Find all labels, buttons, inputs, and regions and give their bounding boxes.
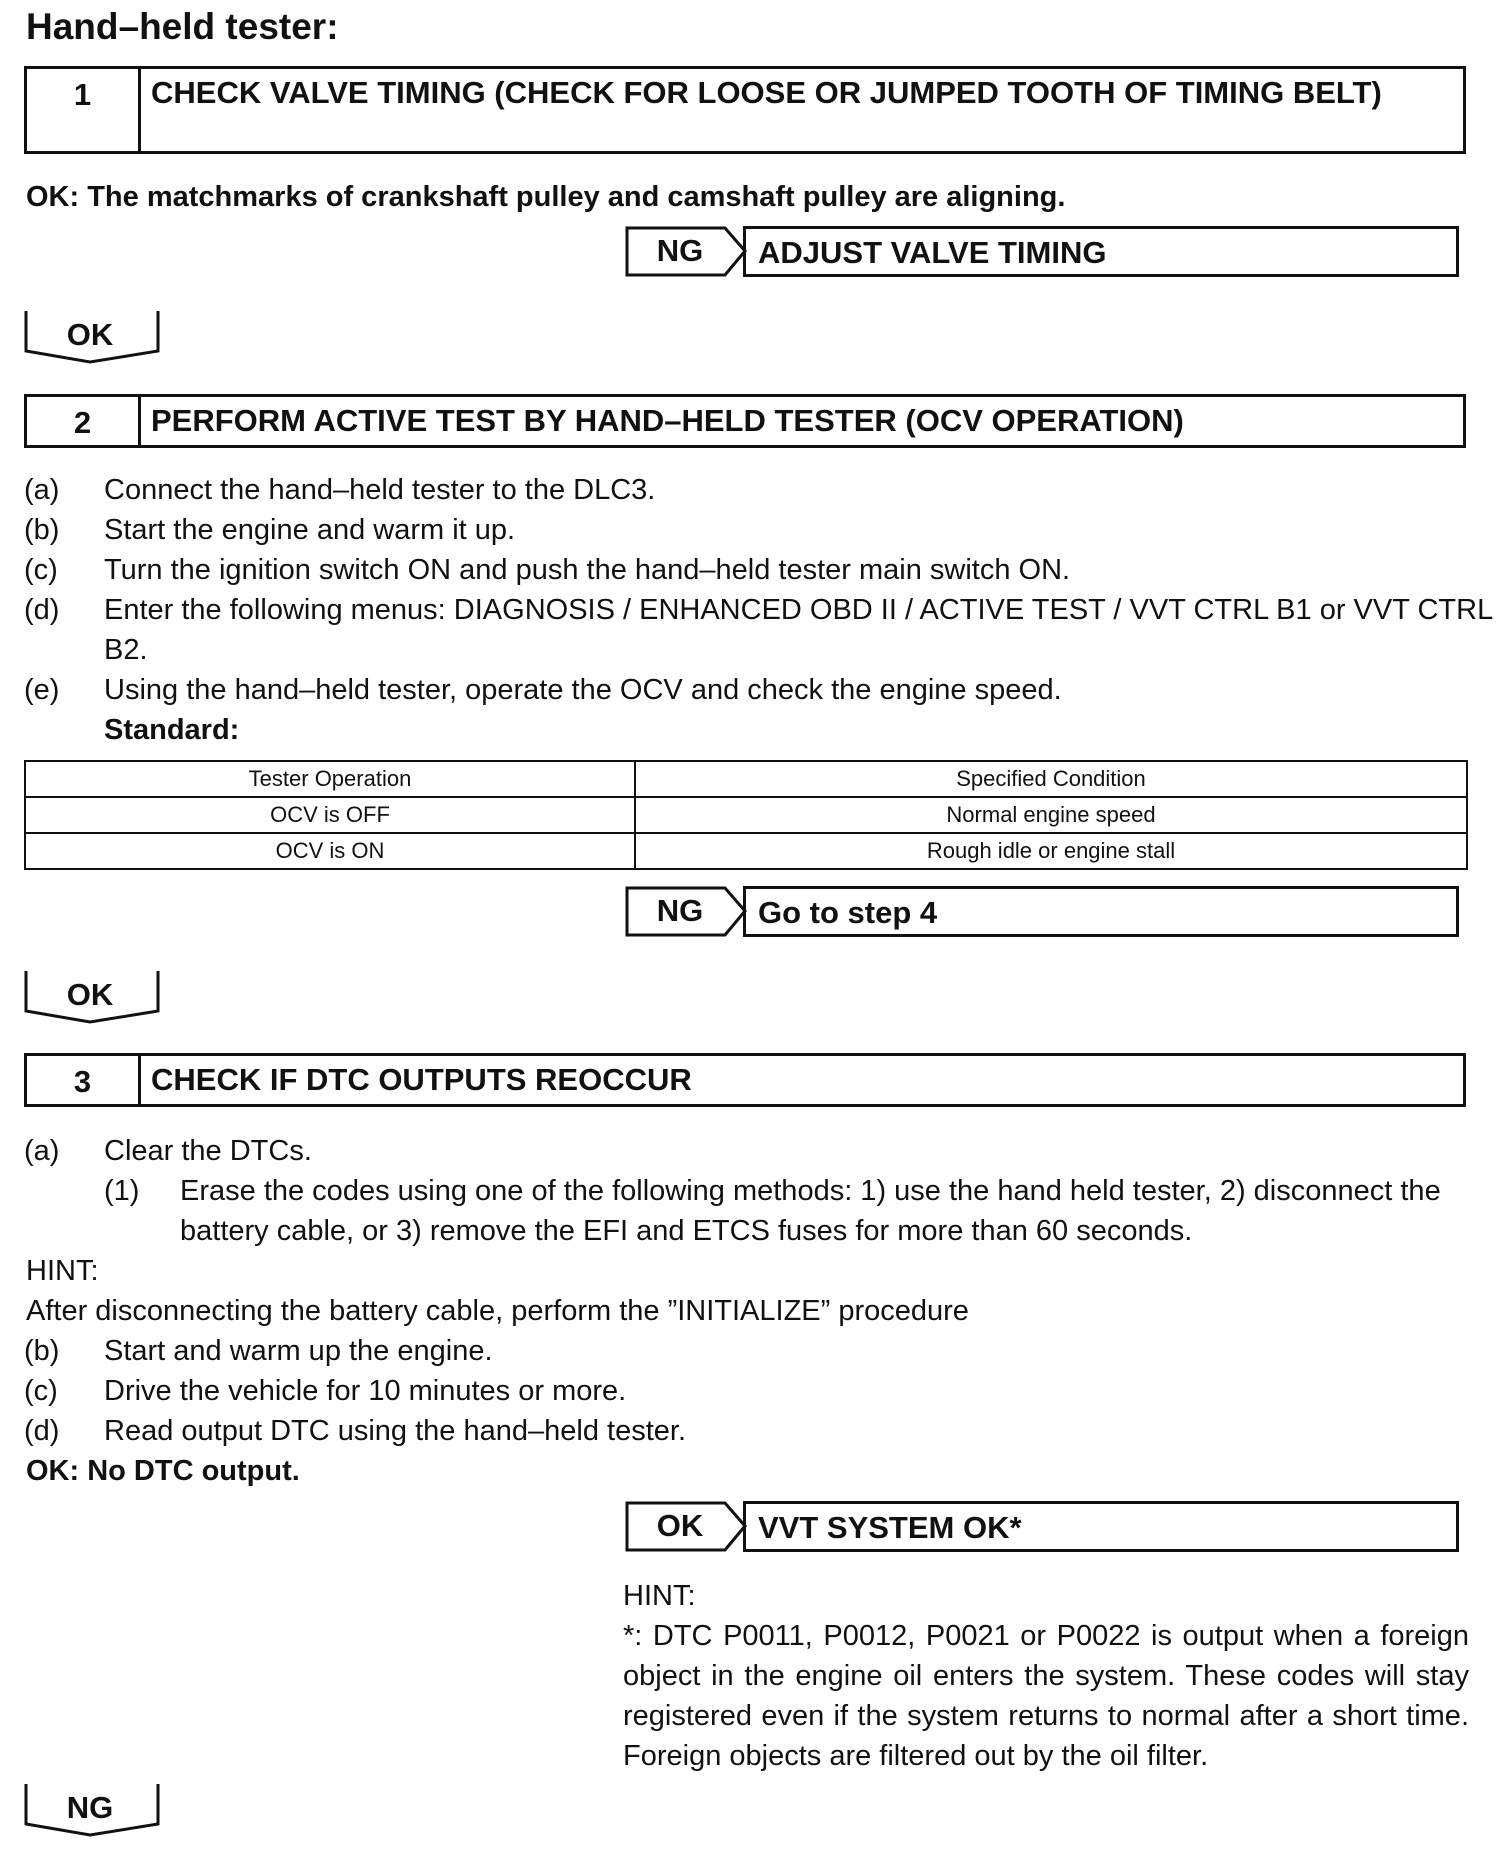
list-item: (b) Start the engine and warm it up. — [24, 514, 516, 546]
ng-action: Go to step 4 — [743, 886, 1459, 937]
spec-table — [24, 760, 1468, 870]
step-number: 3 — [27, 1056, 141, 1104]
step-number: 1 — [27, 69, 141, 151]
ng-tag: NG — [625, 226, 745, 277]
table-cell: Normal engine speed — [635, 797, 1467, 833]
hint-text: After disconnecting the battery cable, perform the ”INITIALIZE” procedure — [26, 1295, 969, 1327]
table-header: Specified Condition — [635, 761, 1467, 797]
table-cell: OCV is OFF — [25, 797, 635, 833]
step-3-header — [24, 1053, 1466, 1107]
ng-result — [625, 886, 1459, 937]
table-cell: OCV is ON — [25, 833, 635, 869]
step-number: 2 — [27, 397, 141, 445]
ok-criteria: OK: The matchmarks of crankshaft pulley and camshaft pulley are aligning. — [26, 181, 1066, 213]
table-header: Tester Operation — [25, 761, 635, 797]
table-row — [25, 797, 1467, 833]
step-title: CHECK VALVE TIMING (CHECK FOR LOOSE OR JUMPED TOOTH OF TIMING BELT) — [151, 75, 1382, 110]
list-item: (c) Turn the ignition switch ON and push the hand–held tester main switch ON. — [24, 554, 1071, 586]
ng-tag: NG — [625, 886, 745, 937]
result-hint-text: *: DTC P0011, P0012, P0021 or P0022 is output when a foreign object in the engine oil enters the system. These codes will stay registered even if the system returns to normal after a short time. Foreign objects are filtered out by the oil filter. — [623, 1620, 1469, 1772]
list-item: (a) Clear the DTCs. — [24, 1135, 312, 1167]
standard-label: Standard: — [104, 714, 240, 746]
list-item: (c) Drive the vehicle for 10 minutes or more. — [24, 1375, 627, 1407]
list-item: (a) Connect the hand–held tester to the DLC3. — [24, 474, 656, 506]
table-row — [25, 833, 1467, 869]
step-title: PERFORM ACTIVE TEST BY HAND–HELD TESTER (OCV OPERATION) — [151, 403, 1184, 438]
step-2-header — [24, 394, 1466, 448]
ok-result — [625, 1501, 1459, 1552]
list-item: (d) Enter the following menus: DIAGNOSIS / ENHANCED OBD II / ACTIVE TEST / VVT CTRL B1 or VVT CTRL B2. — [24, 594, 1493, 666]
ok-criteria: OK: No DTC output. — [26, 1455, 300, 1487]
ok-action: VVT SYSTEM OK* — [743, 1501, 1459, 1552]
ok-flow-tag: OK — [24, 309, 162, 365]
step-1-header — [24, 66, 1466, 154]
page-title: Hand–held tester: — [26, 6, 339, 47]
list-item: (e) Using the hand–held tester, operate the OCV and check the engine speed. — [24, 674, 1062, 706]
ok-tag: OK — [625, 1501, 745, 1552]
ng-action: ADJUST VALVE TIMING — [743, 226, 1459, 277]
list-item: (b) Start and warm up the engine. — [24, 1335, 493, 1367]
table-header-row — [25, 761, 1467, 797]
ng-flow-tag: NG — [24, 1782, 162, 1838]
table-cell: Rough idle or engine stall — [635, 833, 1467, 869]
result-hint-label: HINT: — [623, 1580, 696, 1612]
step-title: CHECK IF DTC OUTPUTS REOCCUR — [151, 1062, 692, 1097]
hint-label: HINT: — [26, 1255, 99, 1287]
list-item: (d) Read output DTC using the hand–held tester. — [24, 1415, 686, 1447]
ng-result — [625, 226, 1459, 277]
sub-item: (1) Erase the codes using one of the following methods: 1) use the hand held tester, 2) disconnect the battery cable, or 3) remove the EFI and ETCS fuses for more than 60 seconds. — [104, 1175, 1441, 1247]
ok-flow-tag: OK — [24, 969, 162, 1025]
